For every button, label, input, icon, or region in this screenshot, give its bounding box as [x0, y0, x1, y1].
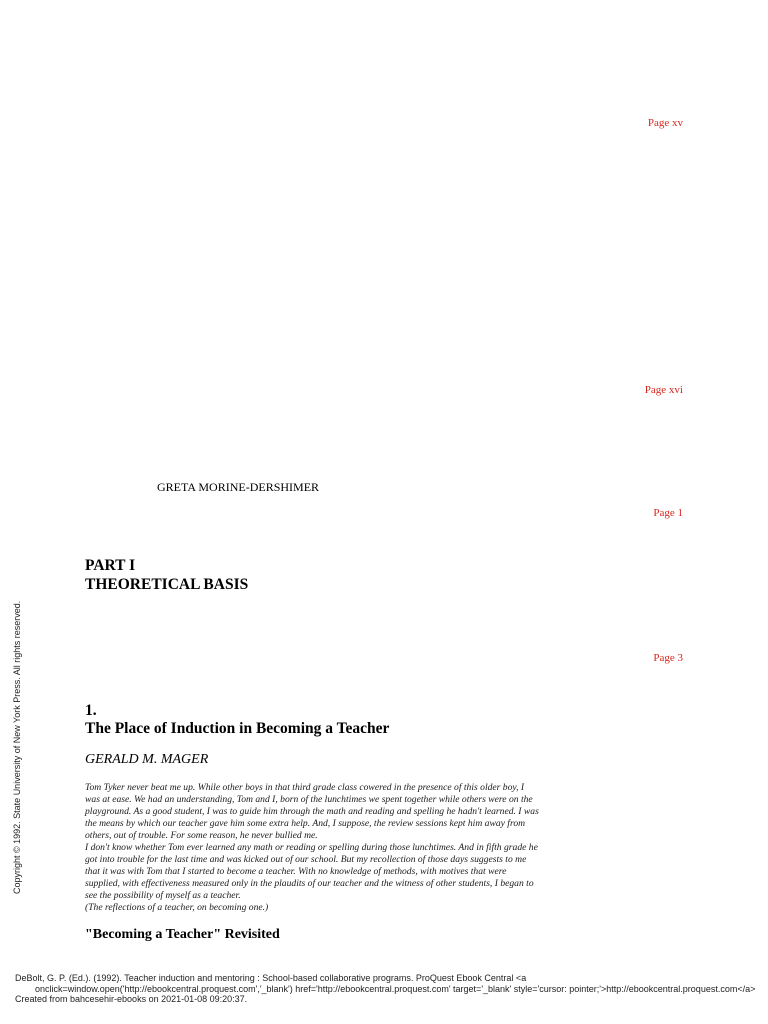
- citation-footer: [15, 973, 755, 1005]
- part-title: THEORETICAL BASIS: [85, 576, 249, 593]
- chapter-number: 1.: [85, 702, 97, 719]
- page-marker-xvi: Page xvi: [644, 384, 683, 396]
- page-marker-1: Page 1: [653, 507, 683, 519]
- chapter-author: GERALD M. MAGER: [85, 752, 209, 767]
- citation-line-2: onclick=window.open('http://ebookcentral.proquest.com','_blank') href='http://ebookcentral.proquest.com' target='_blank' style='cursor: pointer;'>http://ebookcentral.proquest.com</a>: [35, 983, 756, 994]
- part-label: PART I: [85, 557, 136, 574]
- part-heading: [85, 556, 248, 594]
- epigraph-paragraph-2: I don't know whether Tom ever learned any math or reading or spelling during those lunchtimes. And in fifth grade he got into trouble for the last time and was kicked out of our school. But my recollection of those days suggests to me that it was with Tom that I started to become a teacher. With no knowledge of methods, with motives that were supplied, with effectiveness measured only in the plaudits of our teacher and the witness of other students, I began to see the possibility of myself as a teacher.: [85, 842, 538, 901]
- citation-line-1: DeBolt, G. P. (Ed.). (1992). Teacher induction and mentoring : School-based collaborative programs. ProQuest Ebook Central <a: [15, 973, 527, 983]
- page-marker-3: Page 3: [653, 652, 683, 664]
- citation-line-3: Created from bahcesehir-ebooks on 2021-01-08 09:20:37.: [15, 994, 248, 1004]
- copyright-notice: Copyright © 1992. State University of New York Press. All rights reserved.: [12, 600, 22, 894]
- chapter-title: The Place of Induction in Becoming a Teacher: [85, 720, 390, 737]
- epigraph: [85, 782, 540, 914]
- epigraph-attribution: (The reflections of a teacher, on becoming one.): [85, 902, 269, 913]
- section-heading: "Becoming a Teacher" Revisited: [85, 927, 280, 942]
- page-marker-xv: Page xv: [647, 117, 683, 129]
- previous-section-author: GRETA MORINE-DERSHIMER: [157, 480, 320, 494]
- epigraph-paragraph-1: Tom Tyker never beat me up. While other boys in that third grade class cowered in the presence of this older boy, I was at ease. We had an understanding, Tom and I, born of the lunchtimes we spent together while others were on the playground. As a good student, I was to guide him through the math and reading and spelling he hadn't learned. I was the means by which our teacher gave him some extra help. And, I suppose, the review sessions kept him away from others, out of trouble. For some reason, he never bullied me.: [85, 782, 539, 841]
